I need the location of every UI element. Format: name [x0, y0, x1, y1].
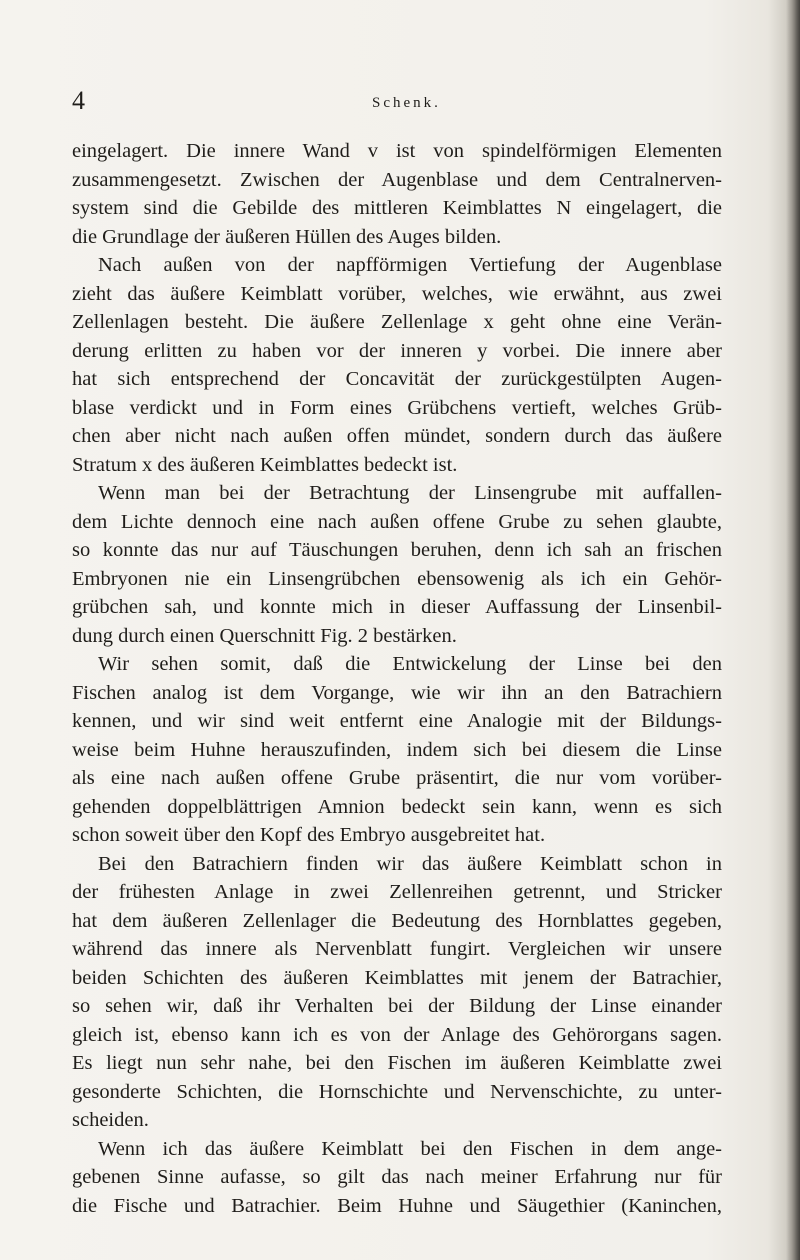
- text-line: weise beim Huhne herauszufinden, indem sich bei diesem die Linse: [72, 738, 722, 761]
- body-text: [72, 137, 722, 1220]
- text-line: beiden Schichten des äußeren Keimblattes mit jenem der Batrachier,: [72, 966, 722, 989]
- text-line: grübchen sah, und konnte mich in dieser Auffassung der Linsenbil-: [72, 596, 722, 618]
- text-line: zieht das äußere Keimblatt vorüber, welches, wie erwähnt, aus zwei: [72, 282, 722, 305]
- text-line: so konnte das nur auf Täuschungen beruhen, denn ich sah an frischen: [72, 539, 722, 561]
- text-line: chen aber nicht nach außen offen mündet, sondern durch das äußere: [72, 425, 722, 447]
- text-line: der frühesten Anlage in zwei Zellenreihen getrennt, und Stricker: [72, 881, 722, 903]
- text-line: Zellenlagen besteht. Die äußere Zellenlage x geht ohne eine Verän-: [72, 311, 722, 333]
- text-line: zusammengesetzt. Zwischen der Augenblase und dem Centralnerven-: [72, 168, 722, 191]
- text-line: Bei den Batrachiern finden wir das äußere Keimblatt schon in: [98, 852, 722, 875]
- text-line: kennen, und wir sind weit entfernt eine Analogie mit der Bildungs-: [72, 710, 722, 732]
- page-number: 4: [72, 86, 85, 115]
- text-line: als eine nach außen offene Grube präsentirt, die nur vom vorüber-: [72, 767, 722, 789]
- text-line: hat dem äußeren Zellenlager die Bedeutung des Hornblattes gegeben,: [72, 909, 722, 932]
- text-line: Nach außen von der napfförmigen Vertiefung der Augenblase: [98, 254, 722, 276]
- text-line: schon soweit über den Kopf des Embryo ausgebreitet hat.: [72, 824, 546, 846]
- text-line: gehenden doppelblättrigen Amnion bedeckt sein kann, wenn es sich: [72, 795, 722, 818]
- text-line: Stratum x des äußeren Keimblattes bedeckt ist.: [72, 453, 458, 476]
- text-line: Wir sehen somit, daß die Entwickelung der Linse bei den: [98, 653, 722, 675]
- text-line: dem Lichte dennoch eine nach außen offene Grube zu sehen glaubte,: [72, 510, 722, 533]
- page-edge-shadow: [786, 0, 800, 1260]
- text-line: derung erlitten zu haben vor der inneren y vorbei. Die innere aber: [72, 339, 722, 362]
- text-line: dung durch einen Querschnitt Fig. 2 bestärken.: [72, 624, 457, 647]
- running-head: Schenk.: [372, 95, 441, 111]
- text-line: Wenn ich das äußere Keimblatt bei den Fischen in dem ange-: [98, 1137, 722, 1160]
- text-line: gebenen Sinne aufasse, so gilt das nach meiner Erfahrung nur für: [72, 1166, 722, 1188]
- text-line: Fischen analog ist dem Vorgange, wie wir ihn an den Batrachiern: [72, 681, 722, 704]
- text-line: hat sich entsprechend der Concavität der zurückgestülpten Augen-: [72, 368, 722, 390]
- text-line: die Fische und Batrachier. Beim Huhne und Säugethier (Kaninchen,: [72, 1194, 722, 1217]
- text-line: Embryonen nie ein Linsengrübchen ebensowenig als ich ein Gehör-: [72, 567, 722, 590]
- text-line: die Grundlage der äußeren Hüllen des Auges bilden.: [72, 225, 502, 248]
- text-line: so sehen wir, daß ihr Verhalten bei der Bildung der Linse einander: [72, 995, 722, 1017]
- text-line: Es liegt nun sehr nahe, bei den Fischen im äußeren Keimblatte zwei: [72, 1052, 722, 1074]
- text-line: gesonderte Schichten, die Hornschichte und Nervenschichte, zu unter-: [72, 1080, 722, 1103]
- text-line: während das innere als Nervenblatt fungirt. Vergleichen wir unsere: [72, 938, 722, 960]
- text-line: system sind die Gebilde des mittleren Keimblattes N eingelagert, die: [72, 197, 722, 219]
- text-line: eingelagert. Die innere Wand v ist von spindelförmigen Elementen: [72, 140, 722, 162]
- text-line: Wenn man bei der Betrachtung der Linsengrube mit auffallen-: [98, 482, 722, 504]
- text-line: scheiden.: [72, 1109, 149, 1131]
- text-line: blase verdickt und in Form eines Grübchens vertieft, welches Grüb-: [72, 396, 722, 419]
- text-line: gleich ist, ebenso kann ich es von der Anlage des Gehörorgans sagen.: [72, 1023, 722, 1046]
